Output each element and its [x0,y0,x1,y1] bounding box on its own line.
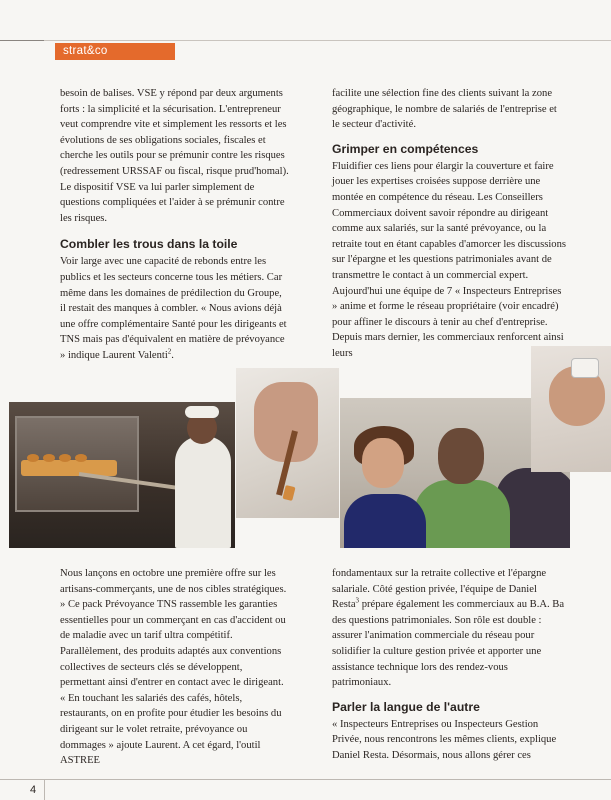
footnote-ref: 2 [167,347,172,356]
bottom-rule [0,779,611,780]
footnote-ref: 3 [355,596,360,605]
column-4 [332,566,566,764]
page-number: 4 [30,784,37,796]
column-3 [60,566,290,769]
column-1 [60,86,290,364]
top-rule [0,40,611,41]
top-rule-accent [0,40,44,41]
section-tag: strat&co [55,43,175,60]
section-heading: Grimper en compétences [332,141,479,156]
baker-at-oven-photo [9,402,235,548]
paragraph: besoin de balises. VSE y répond par deux arguments forts : la simplicité et la sécurisation. L'entrepreneur veut comprendre vite et simplement les ressorts et les évolutions de ses obligations sociales, fiscales et cherche les outils pour se prémunir contre les risques (redressement URSSAF ou fiscal, risque prud'homal). Le dispositif VSE va lui parler simplement de questions compliquées et l'aider à se prémunir contre les risques. [60,88,289,224]
column-2 [332,86,566,362]
paragraph: facilite une sélection fine des clients suivant la zone géographique, le nombre de salariés de l'entreprise et le secteur d'activité. [332,88,557,131]
paragraph: « Inspecteurs Entreprises ou Inspecteurs Gestion Privée, nous rencontrons les mêmes clients, explique Daniel Resta. Désormais, nous allons gérer ces [332,718,557,761]
section-heading: Combler les trous dans la toile [60,237,238,252]
paragraph: Voir large avec une capacité de rebonds entre les publics et les secteurs concerne tous les métiers. Car même dans les domaines de prédilection du Groupe, il restait des manques à combler. « Nous avions déjà une offre complémentaire Santé pour les dirigeants et TNS mais pas d'équivalent en matière de prévoyance » indique Laurent Valenti$^2$. [60,256,287,361]
paragraph: Nous lançons en octobre une première offre sur les artisans-commerçants, une de nos cibles stratégiques. » Ce pack Prévoyance TNS rassemble les garanties essentielles pour un commerçant en cas d'accident ou de maladie avec un tarif ultra compétitif. Parallèlement, des produits adaptés aux conventions collectives de secteurs clés se développent, permettant ainsi d'entrer en contact avec le dirigeant. « En touchant les salariés des cafés, hôtels, restaurants, on en profite pour étudier les besoins du dirigeant sur le volet retraite, prévoyance ou dommages » ajoute Laurent. A cet égard, l'outil ASTREE [60,568,287,767]
pouring-hand-photo [531,346,611,472]
bottom-rule-tick [44,779,45,800]
section-heading: Parler la langue de l'autre [332,699,480,714]
paragraph: fondamentaux sur la retraite collective et l'épargne salariale. Côté gestion privée, l'équipe de Daniel Resta$^3$ prépare également les commerciaux au B.A. Ba des questions patrimoniales. Son rôle est double : assurer l'animation commerciale du réseau pour solidifier la culture gestion privée et apporter une assistance technique lors des rendez-vous patrimoniaux. [332,568,565,689]
photo-strip [0,368,611,558]
paragraph: Fluidifier ces liens pour élargir la couverture et faire jouer les expertises croisées suppose derrière une montée en compétence du réseau. Les Conseillers Commerciaux doivent savoir répondre au dirigeant comme aux salariés, sur la santé prévoyance, ou la retraite tout en étant capables d'amorcer les discussions sur l'épargne et les questions patrimoniales avant de transmettre le contact à un commercial expert. Aujourd'hui une équipe de 7 « Inspecteurs Entreprises » anime et forme le réseau propriétaire (voir encadré) pour affiner le discours à tenir au chef d'entreprise. Depuis mars dernier, les commerciaux renforcent ainsi leurs [332,160,567,359]
pastry-brush-photo [236,368,339,518]
